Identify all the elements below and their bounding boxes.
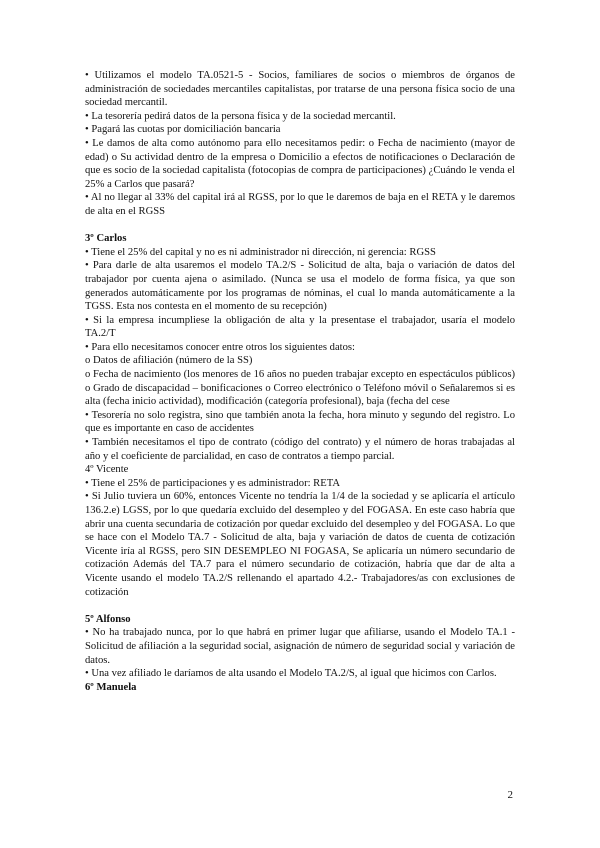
carlos-paragraph-5: o Datos de afiliación (número de la SS) — [85, 355, 253, 367]
intro-paragraph-3: • Pagará las cuotas por domiciliación bancaria — [85, 124, 281, 136]
carlos-paragraph-6: o Fecha de nacimiento (los menores de 16 años no pueden trabajar excepto en espectáculos públicos) o Grado de discapacidad – bonificaciones o Correo electrónico o Teléfono móvil o Señalaremos si es alta (fecha inicio actividad), modificación (categoría profesional), baja (fecha del cese — [85, 369, 515, 408]
intro-paragraph-5: • Al no llegar al 33% del capital irá al RGSS, por lo que le daremos de baja en el RETA y le daremos de alta en el RGSS — [85, 192, 515, 217]
section-heading-manuela: 6º Manuela — [85, 681, 137, 693]
intro-paragraph-1: • Utilizamos el modelo TA.0521-5 - Socios, familiares de socios o miembros de órganos de administración de sociedades mercantiles capitalistas, por tratarse de una persona física socio de una sociedad mercantil. — [85, 70, 515, 109]
vicente-paragraph-1: • Tiene el 25% de participaciones y es administrador: RETA — [85, 477, 340, 489]
carlos-paragraph-1: • Tiene el 25% del capital y no es ni administrador ni dirección, ni gerencia: RGSS — [85, 246, 436, 258]
page-number: 2 — [507, 789, 513, 801]
carlos-paragraph-3: • Si la empresa incumpliese la obligación de alta y la presentase el trabajador, usaría el modelo TA.2/T — [85, 314, 515, 340]
section-heading-alfonso: 5º Alfonso — [85, 613, 131, 625]
carlos-paragraph-8: • También necesitamos el tipo de contrato (código del contrato) y el número de horas trabajadas al año y el coeficiente de parcialidad, en caso de contratos a tiempo parcial. — [85, 437, 515, 462]
alfonso-paragraph-1: • No ha trabajado nunca, por lo que habrá en primer lugar que afiliarse, usando el Modelo TA.1 - Solicitud de afiliación a la seguridad social, asignación de número de seguridad social y variación de datos. — [85, 627, 515, 666]
intro-paragraph-4: • Le damos de alta como autónomo para ello necesitamos pedir: o Fecha de nacimiento (mayor de edad) o Su actividad dentro de la empresa o Domicilio a efectos de notificaciones o Declaración de que es socio de la sociedad capitalista (fotocopias de compra de participaciones) ¿Cuándo le venda el 25% a Carlos que pasará? — [85, 137, 515, 190]
intro-paragraph-2: • La tesorería pedirá datos de la persona física y de la sociedad mercantil. — [85, 110, 396, 122]
section-spacer — [85, 219, 515, 233]
alfonso-paragraph-2: • Una vez afiliado le daríamos de alta usando el Modelo TA.2/S, al igual que hicimos con Carlos. — [85, 668, 497, 680]
section-heading-carlos: 3º Carlos — [85, 233, 127, 245]
vicente-paragraph-2: • Si Julio tuviera un 60%, entonces Vicente no tendría la 1/4 de la sociedad y se aplicaría el artículo 136.2.e) LGSS, por lo que quedaría excluido del desempleo y del FOGASA. En este caso habría que abrir una cuenta secundaria de cotización por quedar excluido del desempleo y del FOGASA. Lo que se hace con el Modelo TA.7 - Solicitud de alta, baja y variación de datos de cuenta de cotización Vicente iría al RGSS, pero SIN DESEMPLEO NI FOGASA, Se aplicaría un número secundario de cotización Además del TA.7 para el número secundario de cotización, habría que dar de alta a Vicente usando el modelo TA.2/S rellenando el apartado 4.2.- Trabajadores/as con exclusiones de cotización — [85, 491, 515, 598]
carlos-paragraph-2: • Para darle de alta usaremos el modelo TA.2/S - Solicitud de alta, baja o variación de datos del trabajador por cuenta ajena o asimilado. (Nunca se usa el modelo de forma física, ya que son generados automáticamente por los programas de nóminas, el cual lo manda automáticamente a la TGSS. Esta nos contesta en el momento de su recepción) — [85, 260, 515, 313]
carlos-paragraph-7: • Tesorería no solo registra, sino que también anota la fecha, hora minuto y segundo del registro. Lo que es importante en caso de accidentes — [85, 409, 515, 435]
section-spacer — [85, 599, 515, 613]
carlos-paragraph-4: • Para ello necesitamos conocer entre otros los siguientes datos: — [85, 341, 355, 353]
section-heading-vicente: 4º Vicente — [85, 464, 129, 476]
document-body — [85, 69, 515, 694]
